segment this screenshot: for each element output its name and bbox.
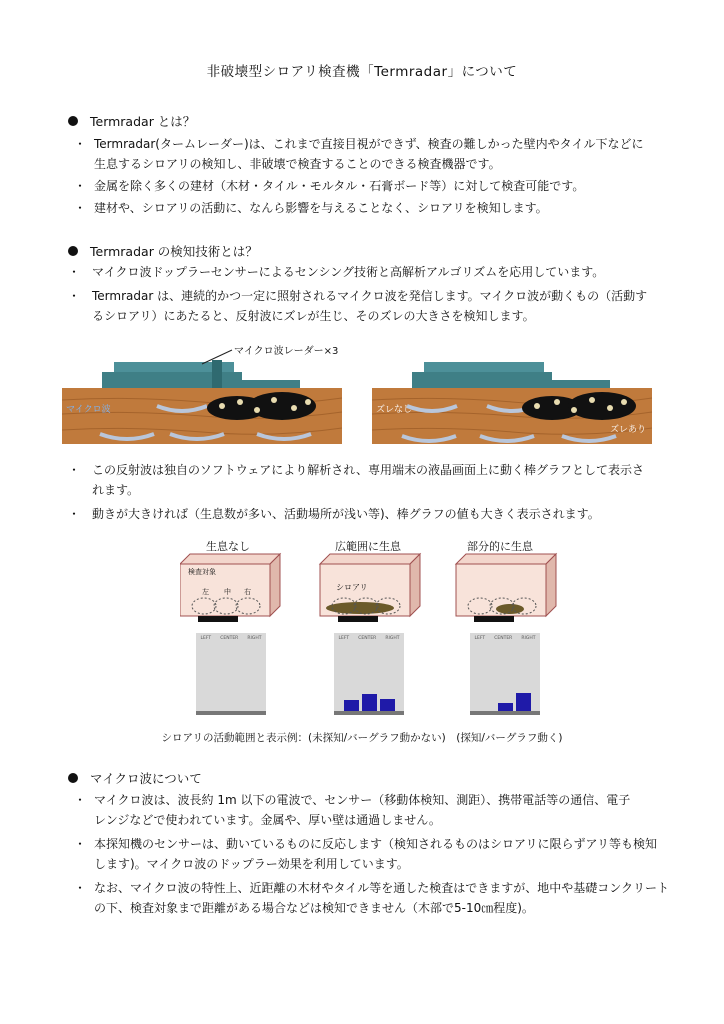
panel-label: 生息なし <box>206 540 250 553</box>
display-panel-none: LEFT CENTER RIGHT <box>196 633 266 715</box>
bar-center <box>362 694 377 711</box>
bullet-dot-icon <box>68 773 78 783</box>
microwave-label: マイクロ波 <box>66 405 111 415</box>
section-heading-termradar: Termradar とは？ <box>68 112 195 130</box>
section-heading-microwave: マイクロ波について <box>68 769 202 787</box>
inspection-target-label: 検査対象 <box>188 568 216 576</box>
bar-right <box>380 699 395 711</box>
page-title: 非破壊型シロアリ検査機「Termradar」について <box>206 64 518 80</box>
no-shift-label: ズレなし <box>376 405 413 415</box>
bar-center <box>498 703 513 711</box>
radar-device-right <box>412 372 552 388</box>
bar-right <box>516 693 531 711</box>
figure-caption: シロアリの活動範囲と表示例：(未探知/バーグラフ動かない) (探知/バーグラフ動く) <box>161 732 563 744</box>
radar-illustration <box>62 340 662 448</box>
panel-label: 部分的に生息 <box>467 540 533 553</box>
scenario-boxes <box>180 552 570 632</box>
radar-label: マイクロ波レーダー×3 <box>234 346 339 357</box>
display-panel-wide: LEFT CENTER RIGHT <box>334 633 404 715</box>
panel-label: 広範囲に生息 <box>335 540 401 553</box>
termite-label: シロアリ <box>336 583 368 592</box>
bullet-dot-icon <box>68 116 78 126</box>
bar-left <box>344 700 359 711</box>
display-panel-partial: LEFT CENTER RIGHT <box>470 633 540 715</box>
shift-label: ズレあり <box>610 425 647 435</box>
position-right: 右 <box>244 588 251 596</box>
position-center: 中 <box>224 588 231 596</box>
section-heading-detection: Termradar の検知技術とは？ <box>68 242 258 260</box>
bullet-dot-icon <box>68 246 78 256</box>
position-left: 左 <box>202 588 209 596</box>
